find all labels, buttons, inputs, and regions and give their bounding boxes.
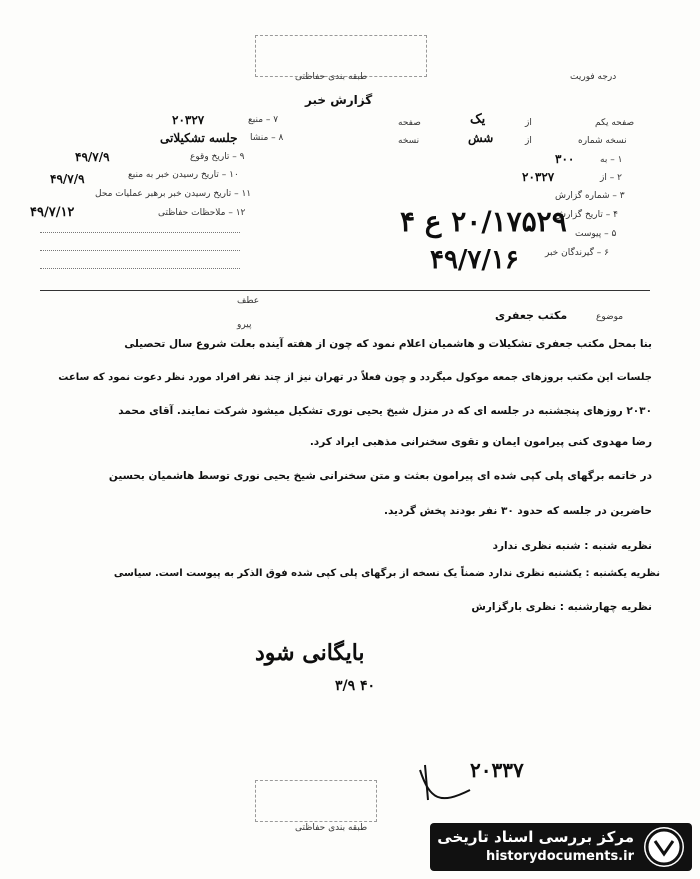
field-security-value: ۴۹/۷/۱۲ xyxy=(30,205,75,220)
dotline xyxy=(40,268,240,269)
watermark-banner xyxy=(430,823,692,871)
field-report-no-label: ۳ – شماره گزارش xyxy=(555,191,625,201)
field-page-end: صفحه xyxy=(398,118,421,128)
field-security-label: ۱۲ – ملاحظات حفاظتی xyxy=(158,208,246,218)
ref-peyro: پیرو xyxy=(237,320,252,330)
body-line: بنا بمحل مکتب جعفری تشکیلات و هاشمیان اعلام نمود که چون از هفته آینده بعلت شروع سال تحصیلی xyxy=(124,338,652,350)
field-source-value: ۲۰۳۲۷ xyxy=(172,113,205,127)
handwritten-initials: ۳/۹ ۴۰ xyxy=(335,678,376,694)
document-title: گزارش خبر xyxy=(305,93,373,107)
separator-line xyxy=(40,290,650,291)
top-stamp-box xyxy=(255,35,427,77)
signature-icon xyxy=(410,760,480,810)
field-date-operation-label: ۱۱ – تاریخ رسیدن خبر برهبر عملیات محل xyxy=(95,189,252,199)
field-origin-label: ۸ – منشا xyxy=(250,133,284,143)
opinion-sunday: نظریه یکشنبه : یکشنبه نظری ندارد ضمناً یک نسخه از برگهای پلی کپی شده فوق الذکر به پیوست است. سیاسی xyxy=(113,568,660,579)
body-line: در خاتمه برگهای پلی کپی شده ای پیرامون بعثت و متن سخنرانی شیخ یحیی نوری توسط هاشمیان بحسین xyxy=(108,470,652,482)
field-date-received-label: ۱۰ – تاریخ رسیدن خبر به منبع xyxy=(128,170,239,180)
field-attachment-label: ۵ – پیوست xyxy=(575,229,617,239)
field-date-occurred-label: ۹ – تاریخ وقوع xyxy=(190,152,245,162)
field-to-label: ۱ – به xyxy=(600,155,623,165)
subject-value: مکتب جعفری xyxy=(495,309,568,322)
watermark-url: historydocuments.ir xyxy=(485,849,634,864)
body-line: ۲۰۳۰ روزهای پنجشنبه در جلسه ای که در منزل شیخ یحیی نوری تشکیل میشود شرکت نمایند. آقای محمد xyxy=(118,405,652,417)
field-date-received-value: ۴۹/۷/۹ xyxy=(50,172,85,186)
field-copy-label: نسخه شماره xyxy=(578,136,627,146)
priority-label: درجه فوریت xyxy=(570,72,617,82)
classification-bottom: طبقه بندی حفاظتی xyxy=(295,823,368,833)
opinion-saturday: نظریه شنبه : شنبه نظری ندارد xyxy=(492,540,652,552)
field-page-mid: از xyxy=(525,118,532,128)
watermark-title: مرکز بررسی اسناد تاریخی xyxy=(437,828,634,846)
handwritten-copy-count: شش xyxy=(468,131,494,145)
classification-top: طبقه بندی حفاظتی xyxy=(295,72,368,82)
field-source-label: ۷ – منبع xyxy=(248,115,279,125)
dotline xyxy=(40,232,240,233)
body-line: حاضرین در جلسه که حدود ۳۰ نفر بودند پخش گردید. xyxy=(384,505,652,517)
handwritten-page-count: یک xyxy=(470,112,486,127)
dotline xyxy=(40,250,240,251)
watermark-logo-icon xyxy=(644,827,684,867)
field-date-occurred-value: ۴۹/۷/۹ xyxy=(75,150,110,164)
bottom-stamp-box xyxy=(255,780,377,822)
field-copy-mid: از xyxy=(525,136,532,146)
field-from-value: ۲۰۳۲۷ xyxy=(522,170,555,184)
handwritten-archive-note: بایگانی شود xyxy=(255,640,365,666)
field-report-date-label: ۴ – تاریخ گزارش xyxy=(555,210,618,220)
opinion-wednesday: نظریه چهارشنبه : نظری بارگزارش xyxy=(471,601,652,613)
body-line: جلسات این مکتب بروزهای جمعه موکول میگردد و چون فعلاً در تهران نیز از چند نفر افراد مورد نظر دعوت نمود که ساعت xyxy=(58,372,652,383)
field-from-label: ۲ – از xyxy=(600,173,622,183)
handwritten-ref-number: ۲۰/۱۷۵۲۹ ع ۴ xyxy=(400,205,567,238)
body-line: رضا مهدوی کنی پیرامون ایمان و تقوی سخنرانی مذهبی ایراد کرد. xyxy=(309,436,652,448)
ref-atf: عطف xyxy=(237,296,260,306)
field-to-value: ۳۰۰ xyxy=(555,152,575,166)
subject-label: موضوع xyxy=(596,312,624,322)
field-copy-end: نسخه xyxy=(398,136,420,146)
signature-number: ۲۰۳۳۷ xyxy=(470,758,524,782)
field-origin-value: جلسه تشکیلاتی xyxy=(160,131,238,145)
handwritten-ref-date: ۴۹/۷/۱۶ xyxy=(430,245,519,275)
field-recipients-label: ۶ – گیرندگان خبر xyxy=(545,248,610,258)
field-page-label: صفحه یکم xyxy=(595,118,635,128)
